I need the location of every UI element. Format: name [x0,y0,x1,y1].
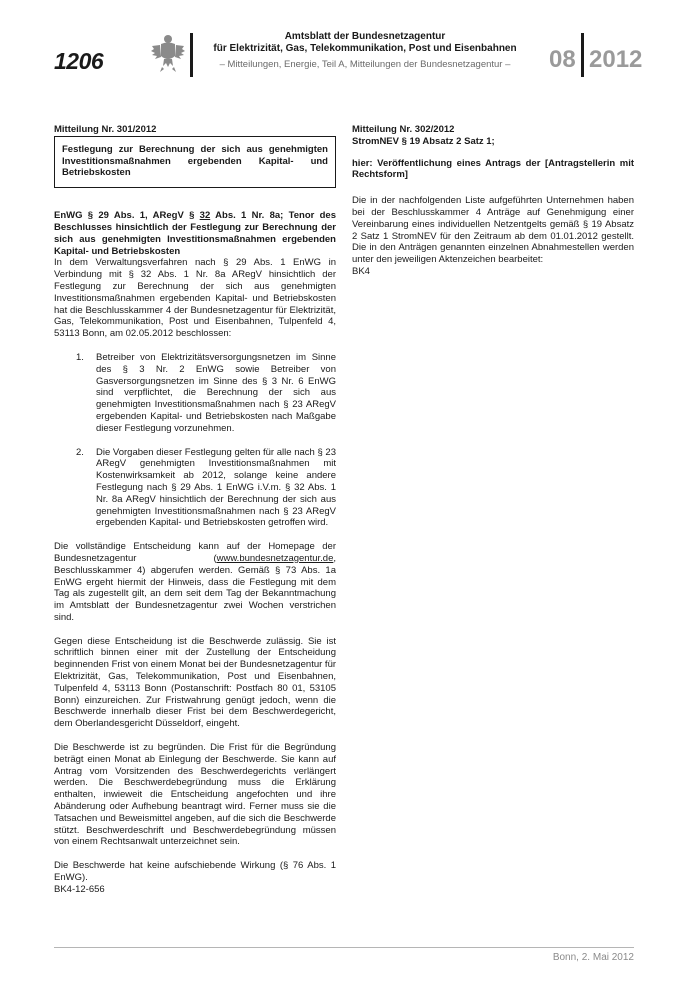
footer-date: Bonn, 2. Mai 2012 [552,952,634,963]
issue-divider [581,33,584,77]
full-decision-text-after: , Beschlusskammer 4) abgerufen werden. Gemäß § 73 Abs. 1a EnWG ergeht hiermit der Hinweis, dass die Festlegung mit dem Tag als zugestellt gilt, an dem seit dem Tag der Bekanntmachung im Amtsblatt der Bundesnetzagentur zwei Wochen verstrichen sind. [54,552,336,623]
footer-divider [54,947,634,948]
journal-title [205,31,525,55]
notice-301-intro: In dem Verwaltungsverfahren nach § 29 Abs. 1 EnWG in Verbindung mit § 32 Abs. 1 Nr. 8a ARegV hinsichtlich der Festlegung zur Berechnung der sich aus genehmigten Investitionsmaßnahmen ergebenden Kapital- und Betriebskosten hat die Beschlusskammer 4 der Bundesnetzagentur für Elektrizität, Gas, Telekommunikation, Post und Eisenbahnen, Tulpenfeld 4, 53113 Bonn, am 02.05.2012 beschlossen: [54,257,336,340]
notice-301-title-box [54,136,336,188]
notice-301-legal-basis [54,210,336,257]
journal-subtitle: – Mitteilungen, Energie, Teil A, Mitteilungen der Bundesnetzagentur – [219,59,511,70]
decision-item [54,352,336,435]
appeal-reasons-paragraph: Die Beschwerde ist zu begründen. Die Frist für die Begründung beträgt einen Monat ab Einlegung der Beschwerde. Sie kann auf Antrag vom Vorsitzenden des Beschwerdegerichts verlängert werden. Die Beschwerdebegründung muss die Erklärung enthalten, inwieweit die Entscheidung angefochten und ihre Abänderung oder Aufhebung beantragt wird. Ferner muss sie die Tatsachen und Beweismittel angeben, auf die sich die Beschwerde stützt. Beschwerdeschrift und Beschwerdebegründung müssen von einem Rechtsanwalt unterzeichnet sein. [54,742,336,848]
legal-basis-suffix: Abs. 1 Nr. 8a; Tenor des Beschlusses hinsichtlich der Festlegung zur Berechnung der sich aus genehmigten Investitionsmaßnahmen ergebenden Kapital- und Betriebskosten [54,210,336,257]
issue-number: 08 [549,46,576,73]
journal-title-line1: Amtsblatt der Bundesnetzagentur [284,31,446,42]
bundesnetzagentur-website-link[interactable]: www.bundesnetzagentur.de [216,552,334,564]
case-reference: BK4-12-656 [54,883,105,895]
right-column [352,124,634,278]
decision-item-text: Die Vorgaben dieser Festlegung gelten für alle nach § 23 ARegV genehmigten Investitionsmaßnahmen mit Kostenwirksamkeit ab 2012, solange keine andere Festlegung nach § 29 Abs. 1 EnWG i.V.m. § 32 Abs. 1 Nr. 8a ARegV hinsichtlich der Berechnung der sich aus genehmigten Investitionsmaßnahmen nach § 23 ARegV ergebenden Kapital- und Betriebskosten getroffen wird. [96,446,336,529]
decision-item-text: Betreiber von Elektrizitätsversorgungsnetzen im Sinne des § 3 Nr. 2 EnWG sowie Betreiber von Gasversorgungsnetzen im Sinne des § 3 Nr. 6 EnWG sind verpflichtet, die Berechnung der sich aus genehmigten Investitionsmaßnahmen nach § 23 ARegV ergebenden Kapital- und Betriebskosten nach Maßgabe dieser Festlegung vorzunehmen. [96,351,336,434]
decision-item [54,447,336,530]
decision-item-number: 1. [76,351,84,363]
notice-302-subject: hier: Veröffentlichung eines Antrags der [Antragstellerin mit Rechtsform] [352,157,634,181]
journal-title-line2: für Elektrizität, Gas, Telekommunikation, Post und Eisenbahnen [213,43,517,54]
federal-eagle-icon [150,32,186,74]
legal-basis-prefix: EnWG § 29 Abs. 1, ARegV § [54,210,200,222]
full-decision-paragraph [54,541,336,624]
notice-301-heading: Mitteilung Nr. 301/2012 [54,124,157,135]
notice-302-body: Die in der nachfolgenden Liste aufgeführten Unternehmen haben bei der Beschlusskammer 4 Anträge auf Genehmigung einer Vereinbarung eines individuellen Netzentgelts gemäß § 19 Absatz 2 Satz 1 StromNEV für den Zeitraum ab dem 01.01.2012 gestellt. Die in den Anträgen genannten einzelnen Abnahmestellen werden unter den jeweiligen Aktenzeichen bearbeitet: [352,195,634,266]
notice-301-title: Festlegung zur Berechnung der sich aus genehmigten Investitionsmaßnahmen ergebenden Kapital- und Betriebskosten [62,143,328,179]
notice-302-legal-basis: StromNEV § 19 Absatz 2 Satz 1; [352,135,495,147]
no-suspensive-effect-paragraph: Die Beschwerde hat keine aufschiebende Wirkung (§ 76 Abs. 1 EnWG). [54,860,336,884]
page-number: 1206 [54,48,104,74]
header-divider [190,33,193,77]
chamber-reference: BK4 [352,265,370,277]
issue-year: 2012 [589,46,643,73]
left-column [54,124,336,896]
decision-item-number: 2. [76,446,84,458]
decision-list [54,352,336,529]
notice-302-heading: Mitteilung Nr. 302/2012 [352,124,455,135]
full-decision-text-before: Die vollständige Entscheidung kann auf der Homepage der Bundesnetzagentur ( [54,541,336,564]
legal-basis-underlined: 32 [199,210,211,222]
appeal-paragraph: Gegen diese Entscheidung ist die Beschwerde zulässig. Sie ist schriftlich binnen einer mit der Zustellung der Entscheidung beginnenden Frist von einem Monat bei der Bundesnetzagentur für Elektrizität, Gas, Telekommunikation, Post und Eisenbahnen, Tulpenfeld 4, 53113 Bonn (Postanschrift: Postfach 80 01, 53105 Bonn) einzureichen. Zur Fristwahrung genügt jedoch, wenn die Beschwerde innerhalb dieser Frist bei dem Beschwerdegericht, dem Oberlandesgericht Düsseldorf, eingeht. [54,635,337,730]
